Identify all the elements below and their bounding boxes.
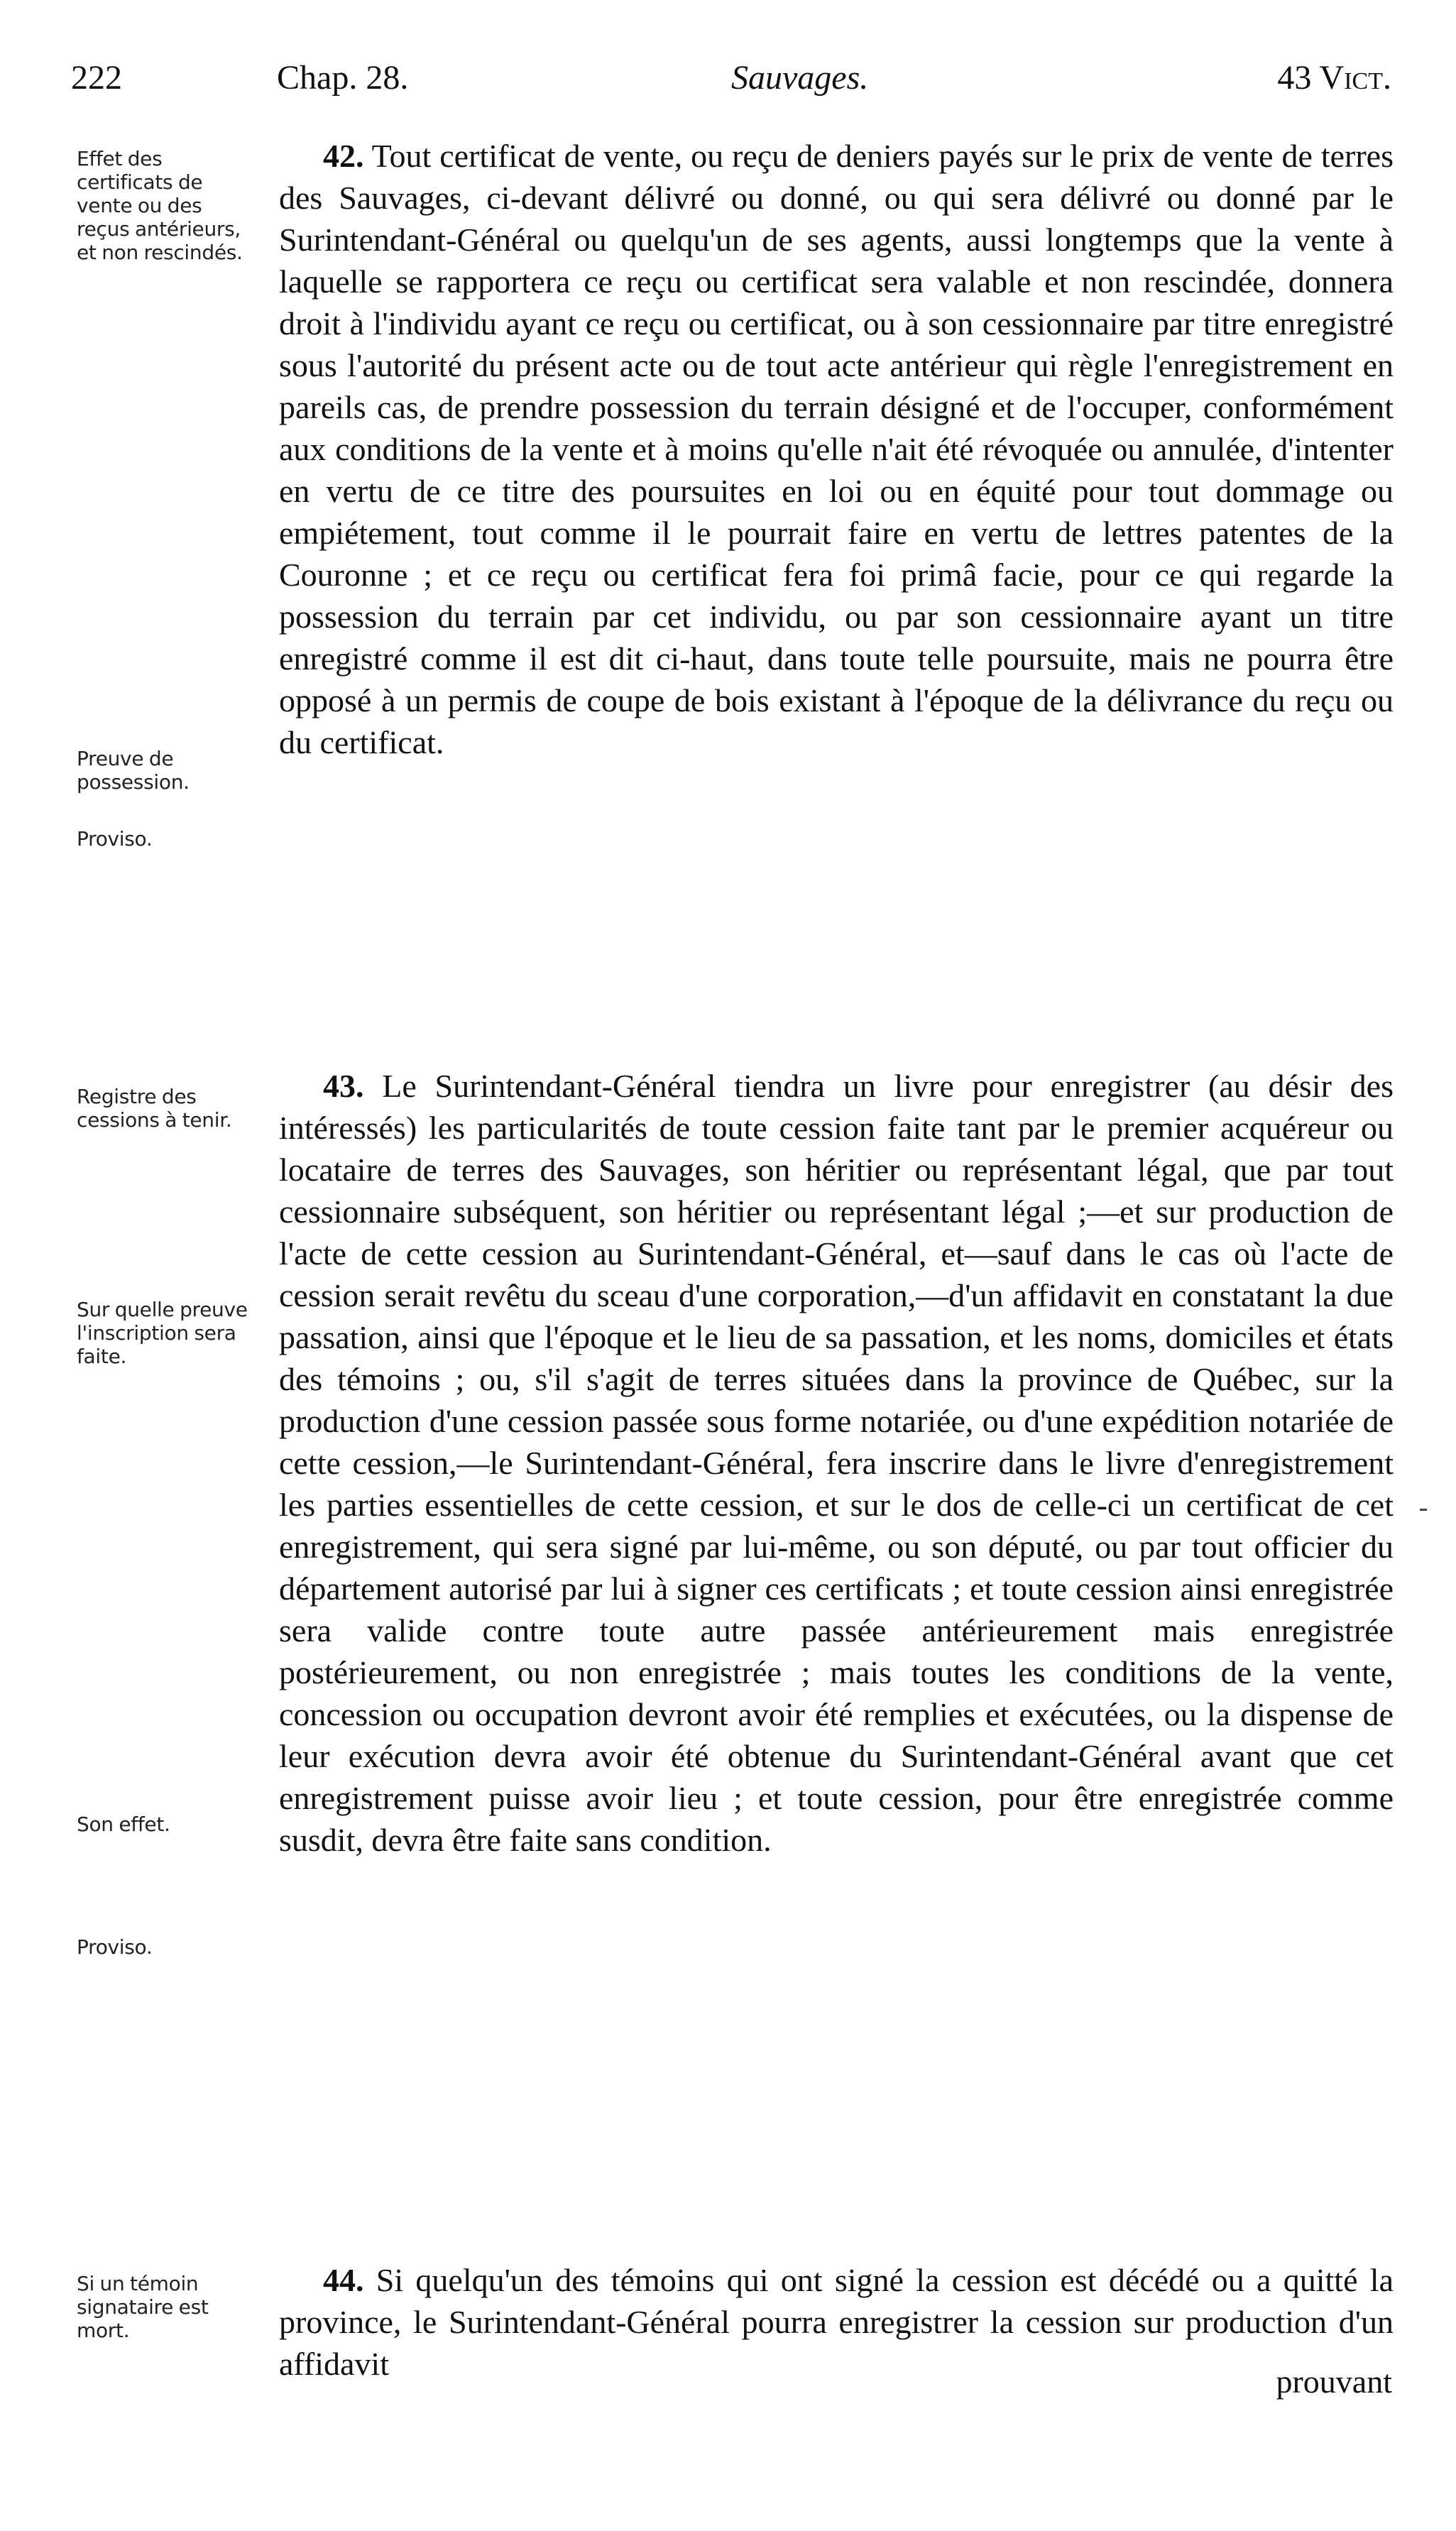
section-number: 42. (323, 138, 364, 174)
page-number: 222 (71, 59, 122, 97)
section-text: Le Surintendant-Général tiendra un livre pour enregistrer (au désir des intéressés) les particularités de toute cession faite tant par le premier acquéreur ou locataire de terres des Sauvages, son héritier ou représentant légal, que par tout cessionnaire subséquent, son héritier ou représentant légal ;—et sur production de l'acte de cette cession au Surintendant-Général, et—sauf dans le cas où l'acte de cession serait revêtu du sceau d'une corporation,—d'un affidavit en constatant la due passation, ainsi que l'époque et le lieu de sa passation, et les noms, domiciles et états des témoins ; ou, s'il s'agit de terres situées dans la province de Québec, sur la production d'une cession passée sous forme notariée, ou d'une expédition notariée de cette cession,—le Surintendant-Général, fera inscrire dans le livre d'enregistrement les parties essentielles de cette cession, et sur le dos de celle-ci un certificat de cet enregistrement, qui sera signé par lui-même, ou son député, ou par tout officier du département autorisé par lui à signer ces certificats ; et toute cession ainsi enregistrée sera valide contre toute autre passée antérieurement mais enregistrée postérieurement, ou non enregistrée ; mais toutes les conditions de la vente, concession ou occupation devront avoir été remplies et exécutées, ou la dispense de leur exécution devra avoir été obtenue du Surintendant-Général avant que cet enregistrement puisse avoir lieu ; et toute cession, pour être enregistrée comme susdit, devra être faite sans condition. (279, 1068, 1394, 1858)
margin-note-proviso: Proviso. (77, 827, 153, 851)
section-number: 43. (323, 1068, 364, 1104)
section-number: 44. (323, 2262, 364, 2298)
section-text: Si quelqu'un des témoins qui ont signé la cession est décédé ou a quitté la province, le Surintendant-Général pourra enregistrer la cession sur production d'un affidavit (279, 2262, 1394, 2382)
margin-note-proviso: Proviso. (77, 1935, 153, 1959)
margin-note-si-un-temoin: Si un témoin signataire est mort. (77, 2272, 209, 2342)
chapter-label: Chap. 28. (277, 59, 409, 97)
stray-print-mark (1420, 1509, 1427, 1511)
section-text: Tout certificat de vente, ou reçu de deniers payés sur le prix de vente de terres des Sauvages, ci-devant délivré ou donné, ou qui sera délivré ou donné par le Surintendant-Général ou quelqu'un de ses agents, aussi longtemps que la vente à laquelle se rapportera ce reçu ou certificat sera valable et non rescindée, donnera droit à l'individu ayant ce reçu ou certificat, ou à son cessionnaire par titre enregistré sous l'autorité du présent acte ou de tout acte antérieur qui règle l'enregistrement en pareils cas, de prendre possession du terrain désigné et de l'occuper, conformément aux conditions de la vente et à moins qu'elle n'ait été révoquée ou annulée, d'intenter en vertu de ce titre des poursuites en loi ou en équité pour tout dommage ou empiétement, tout comme il le pourrait faire en vertu de lettres patentes de la Couronne ; et ce reçu ou certificat fera foi primâ facie, pour ce qui regarde la possession du terrain par cet individu, ou par son cessionnaire ayant un titre enregistré comme il est dit ci-haut, dans toute telle poursuite, mais ne pourra être opposé à un permis de coupe de bois existant à l'époque de la délivrance du reçu ou du certificat. (279, 138, 1394, 760)
running-title: Sauvages. (731, 59, 869, 97)
section-paragraph (279, 2259, 1394, 2385)
running-head (71, 58, 1391, 108)
margin-note-sur-quelle-preuve: Sur quelle preuve l'inscription sera faite. (77, 1298, 248, 1368)
margin-note-preuve-de-possession: Preuve de possession. (77, 747, 190, 794)
margin-note-effet-des-certificats: Effet des certificats de vente ou des reçus antérieurs, et non rescindés. (77, 147, 243, 264)
catchword: prouvant (1276, 2363, 1392, 2400)
section-paragraph (279, 1065, 1394, 1861)
section-paragraph (279, 135, 1394, 763)
margin-note-registre-des-cessions: Registre des cessions à tenir. (77, 1085, 232, 1132)
act-label: 43 Vict. (1277, 59, 1391, 97)
margin-note-son-effet: Son effet. (77, 1813, 170, 1836)
